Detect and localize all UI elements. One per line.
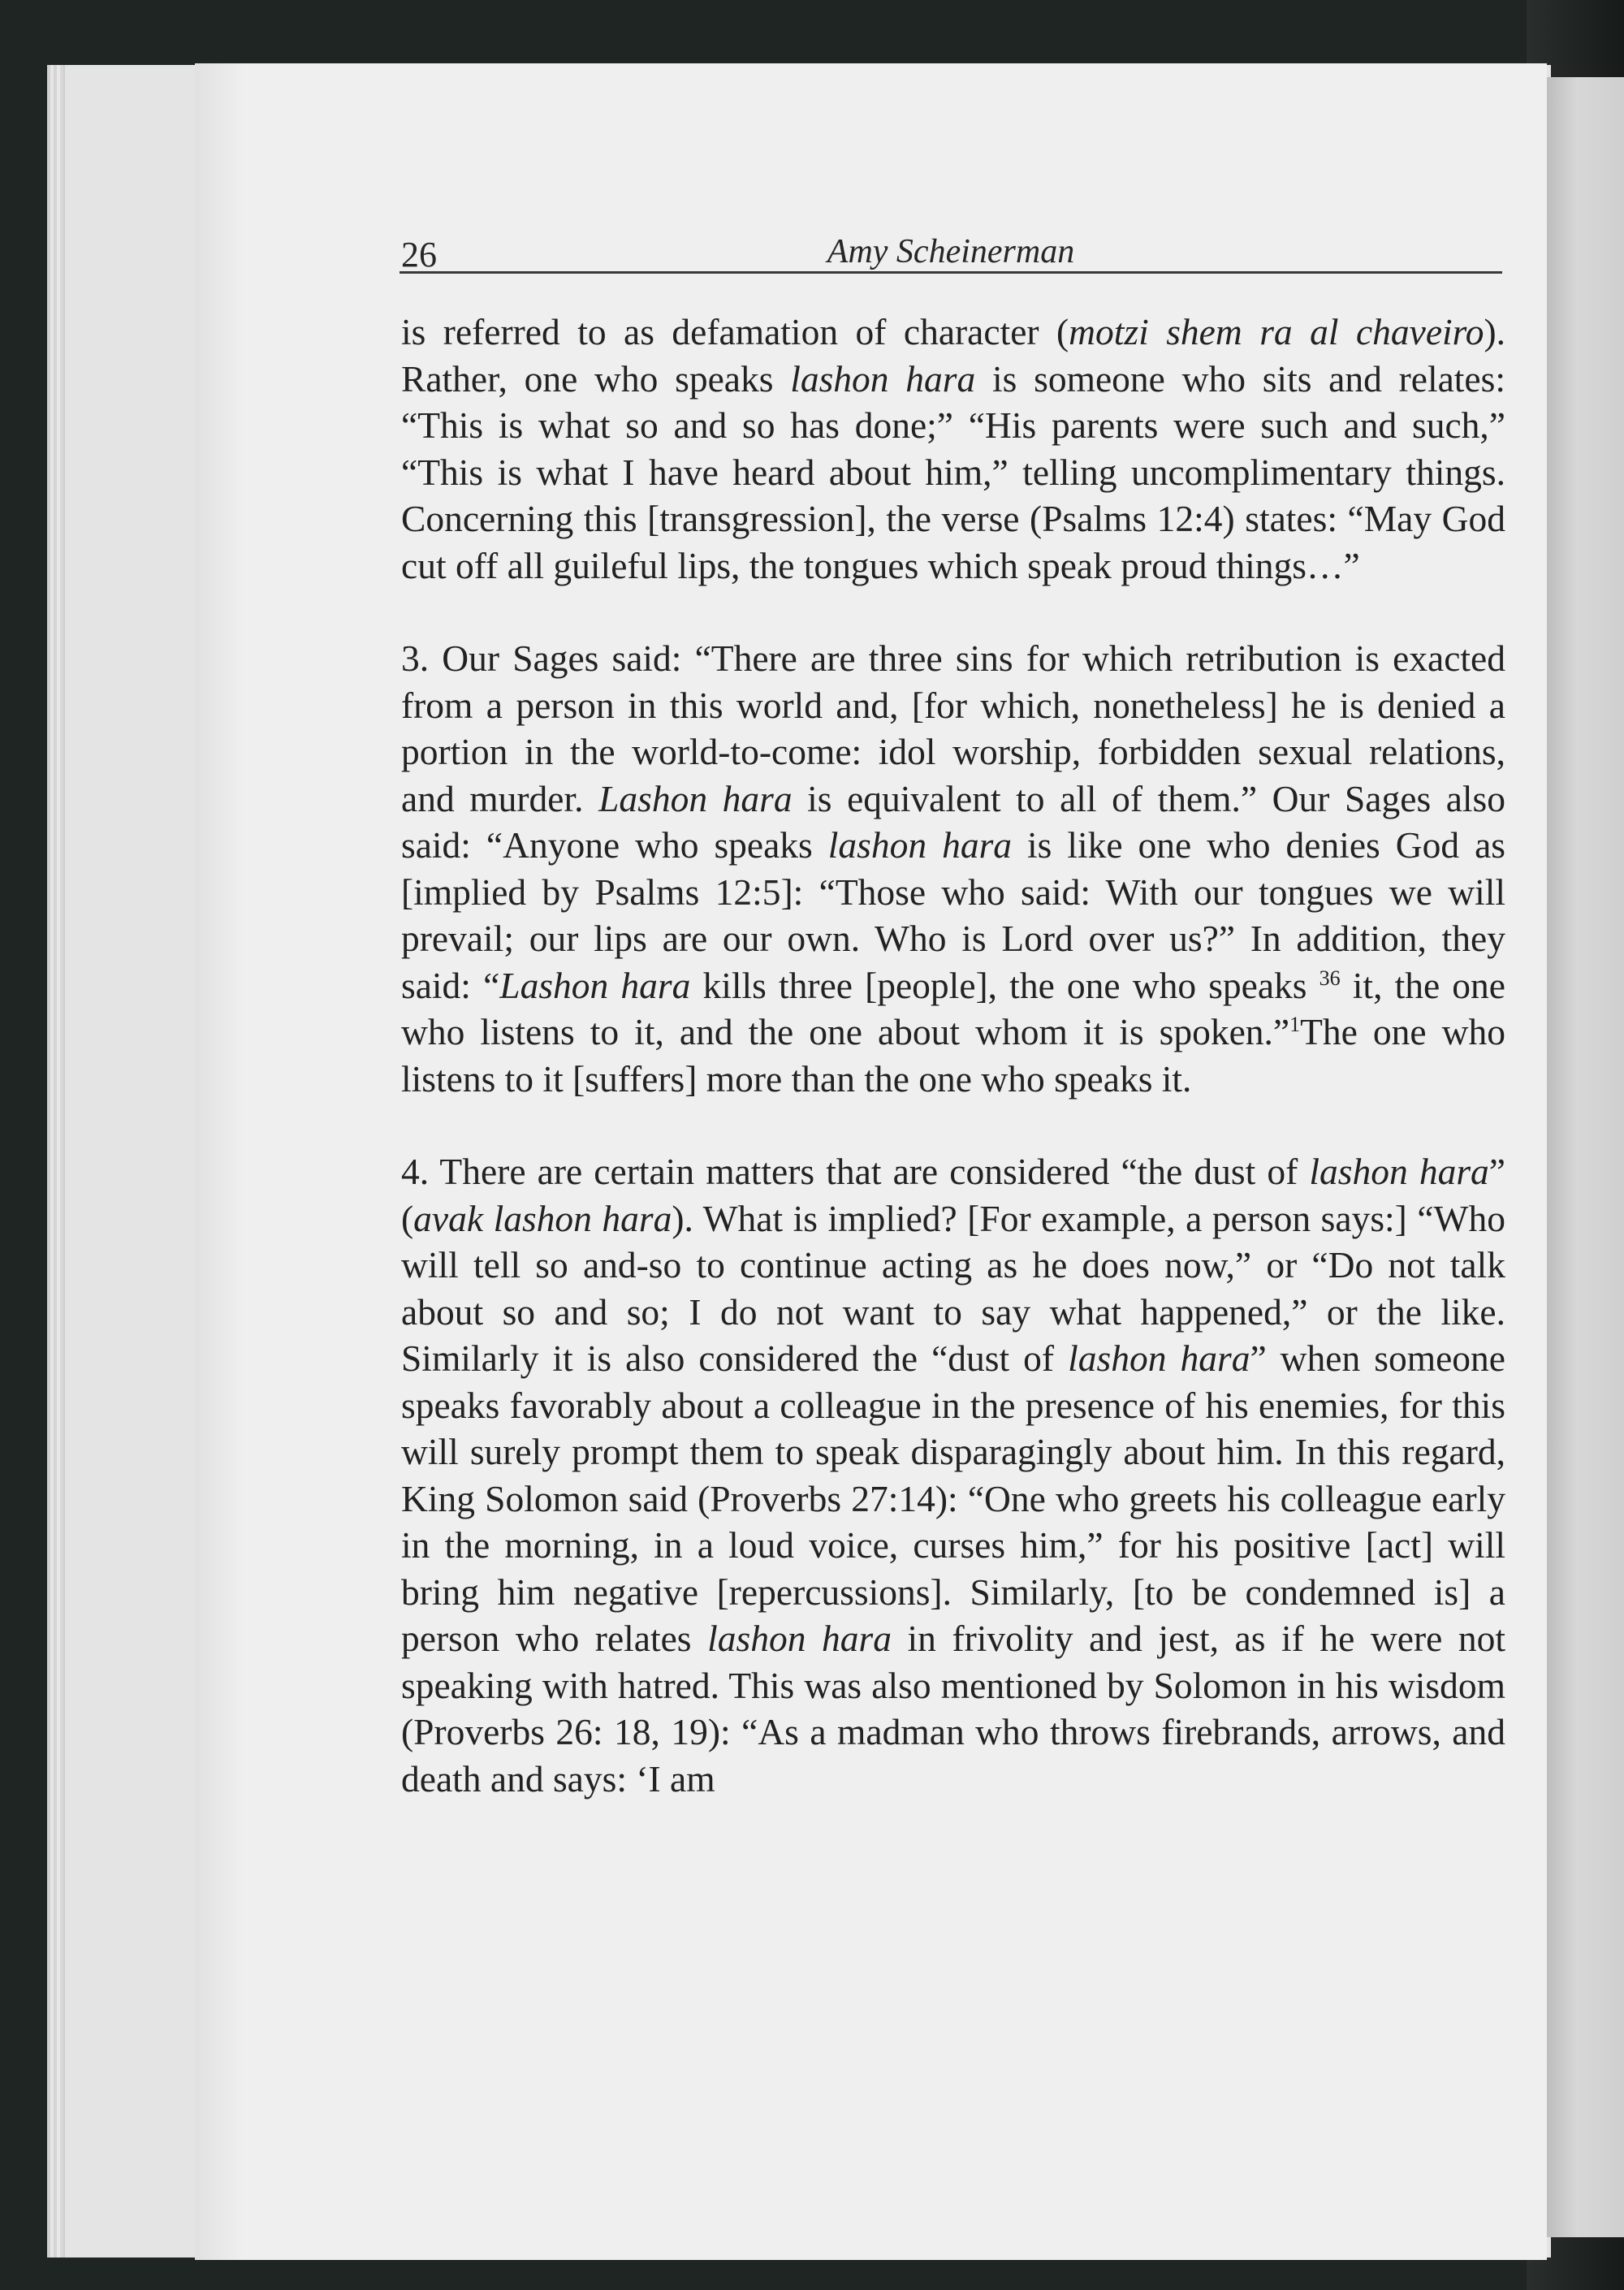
footnote-marker: 36 <box>1319 966 1341 990</box>
text-run: in frivolity and jest, as if he were not speaking with hatred. This was also mentioned by Solomon in his wisdom (Proverbs 26: 18, 19): “As a madman who throws firebrands, arrows, and death and says: ‘I am <box>401 1618 1506 1800</box>
text-run: it, the one who listens to it, and the one about whom it is spoken.” <box>401 964 1505 1052</box>
page-header <box>400 229 1502 274</box>
italic-term: lashon hara <box>827 824 1013 866</box>
italic-term: lashon hara <box>707 1618 892 1659</box>
italic-term: motzi shem ra al chaveiro <box>1069 311 1484 352</box>
text-run: ). What is implied? [For example, a person says:] “Who will tell so and-so to continue acting as he does now,” or “Do not talk about so and so; I do not want to say what happened,” or the like. Similarly it is also considered the “dust of <box>401 1197 1505 1379</box>
text-run: 4. There are certain matters that are considered “the dust of <box>401 1151 1310 1192</box>
paragraph <box>401 635 1505 1102</box>
body-text <box>401 309 1505 1802</box>
italic-term: Lashon hara <box>598 777 793 819</box>
page-number: 26 <box>401 235 437 274</box>
italic-term: avak lashon hara <box>413 1197 672 1239</box>
text-run: 3. Our Sages said: “There are three sins for which retribution is exacted from a person in this world and, [for which, nonetheless] he is denied a portion in the world-to-come: idol worship, forbidden sexual relations, and murder. <box>401 637 1505 819</box>
text-run: The one who listens to it [suffers] more than the one who speaks it. <box>401 1011 1505 1100</box>
text-run: ). Rather, one who speaks <box>401 311 1505 400</box>
facing-page-edge <box>1547 77 1624 2237</box>
text-run: kills three [people], the one who speaks <box>690 964 1320 1006</box>
text-run: is equivalent to all of them.” Our Sages also said: “Anyone who speaks <box>401 777 1506 866</box>
footnote-marker: 1 <box>1289 1012 1301 1036</box>
italic-term: lashon hara <box>1309 1151 1489 1192</box>
text-run: is someone who sits and relates: “This is what so and so has done;” “His parents were such and such,” “This is what I have heard about him,” telling uncomplimentary things. Concerning this [transgression], the verse (Psalms 12:4) states: “May God cut off all guileful lips, the tongues which speak proud things…” <box>401 357 1505 586</box>
italic-term: lashon hara <box>1068 1337 1250 1379</box>
italic-term: lashon hara <box>790 357 976 400</box>
paragraph <box>401 309 1505 589</box>
italic-term: Lashon hara <box>499 964 691 1006</box>
paragraph <box>401 1148 1505 1802</box>
text-run: is referred to as defamation of character ( <box>401 311 1069 352</box>
text-run: is like one who denies God as [implied by Psalms 12:5]: “Those who said: With our tongues we will prevail; our lips are our own. Who is Lord over us?” In addition, they said: “ <box>401 824 1505 1006</box>
running-head-author: Amy Scheinerman <box>827 233 1075 270</box>
text-run: ” ( <box>401 1151 1505 1239</box>
text-run: ” when someone speaks favorably about a colleague in the presence of his enemies, for this will surely prompt them to speak disparagingly about him. In this regard, King Solomon said (Proverbs 27:14): “One who greets his colleague early in the morning, in a loud voice, curses him,” for his positive [act] will bring him negative [repercussions]. Similarly, [to be condemned is] a person who relates <box>401 1337 1505 1659</box>
